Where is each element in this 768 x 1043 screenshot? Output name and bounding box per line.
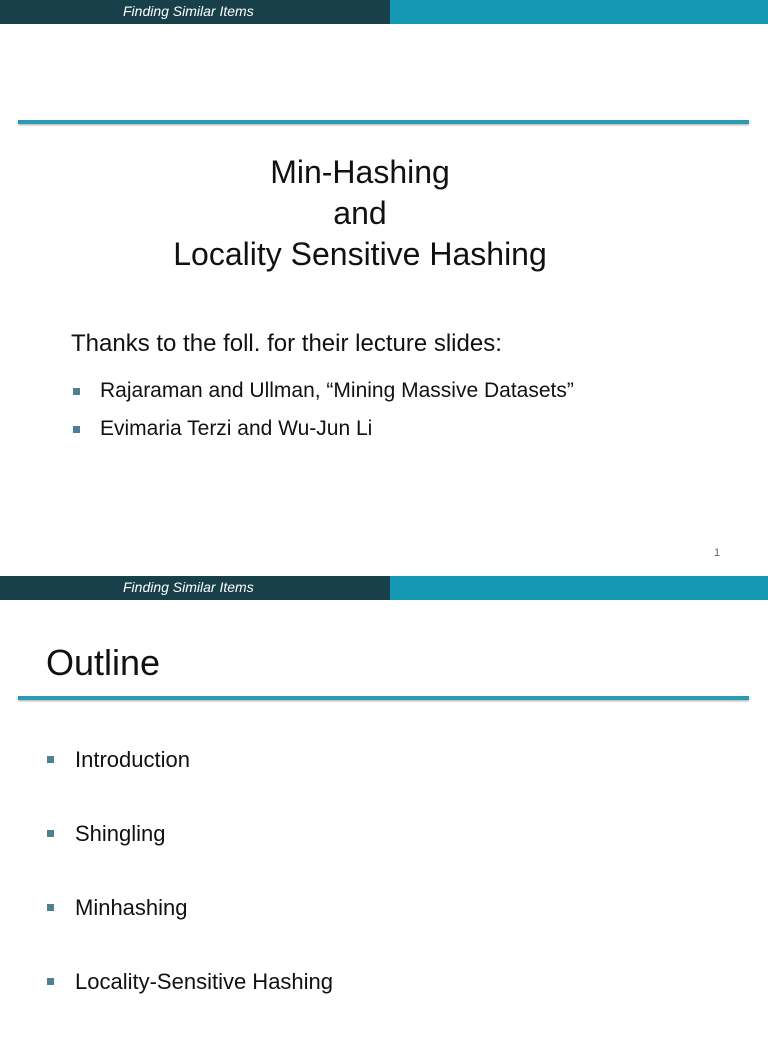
slide-2: [0, 576, 768, 1024]
slide-header-bar: [0, 0, 768, 24]
title-line: and: [333, 195, 387, 231]
outline-list: [47, 747, 333, 1043]
square-bullet-icon: [47, 904, 54, 911]
square-bullet-icon: [73, 426, 80, 433]
square-bullet-icon: [73, 388, 80, 395]
title-rule: [18, 696, 749, 700]
slide-header-bar: [0, 576, 768, 600]
list-item-text: Rajaraman and Ullman, “Mining Massive Datasets”: [100, 379, 574, 402]
acknowledgement-text: Thanks to the foll. for their lecture slides:: [71, 330, 502, 357]
title-rule: [18, 120, 749, 124]
square-bullet-icon: [47, 978, 54, 985]
list-item: [47, 895, 333, 969]
square-bullet-icon: [47, 830, 54, 837]
page-title: Outline: [46, 642, 161, 683]
list-item: [47, 969, 333, 1043]
header-light-segment: [390, 576, 768, 600]
list-item-text: Shingling: [75, 821, 166, 846]
page-number: 1: [714, 547, 721, 559]
header-dark-segment: [0, 0, 390, 24]
title-line: Min-Hashing: [270, 154, 450, 190]
credits-list: [73, 372, 574, 448]
list-item: [47, 821, 333, 895]
list-item-text: Evimaria Terzi and Wu-Jun Li: [100, 417, 373, 440]
title-line: Locality Sensitive Hashing: [173, 236, 547, 272]
list-item: [73, 410, 574, 448]
slide-title: [0, 152, 720, 275]
header-title: Finding Similar Items: [123, 3, 254, 19]
list-item: [47, 747, 333, 821]
header-light-segment: [390, 0, 768, 24]
list-item-text: Minhashing: [75, 895, 188, 920]
list-item: [73, 372, 574, 410]
square-bullet-icon: [47, 756, 54, 763]
list-item-text: Locality-Sensitive Hashing: [75, 969, 334, 994]
header-dark-segment: [0, 576, 390, 600]
header-title: Finding Similar Items: [123, 579, 254, 595]
list-item-text: Introduction: [75, 747, 190, 772]
